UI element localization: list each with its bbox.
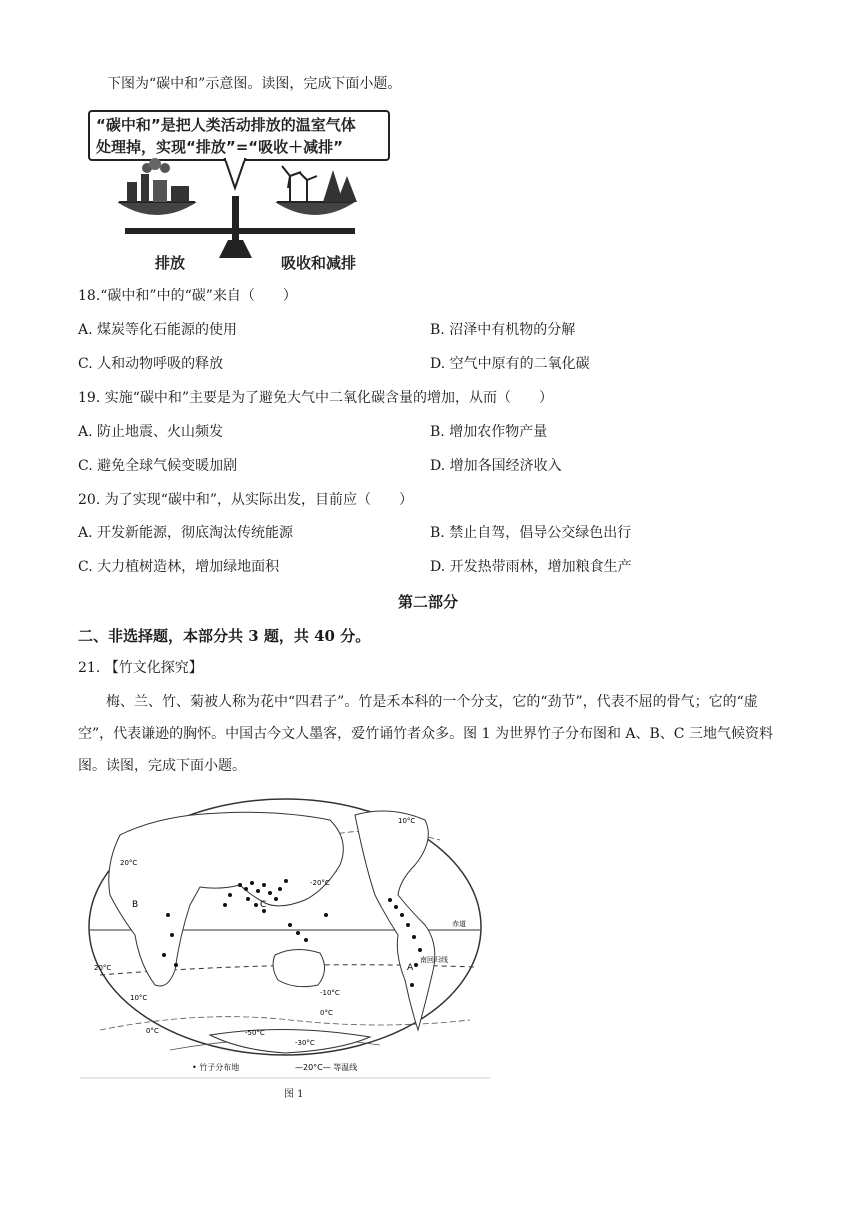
question-20-stem: 20. 为了实现“碳中和”，从实际出发，目前应（ ）	[78, 492, 414, 508]
q19-option-b: B. 增加农作物产量	[430, 424, 548, 440]
q19-option-d: D. 增加各国经济收入	[430, 458, 562, 474]
q20-option-b: B. 禁止自驾，倡导公交绿色出行	[430, 525, 632, 541]
question-21-paragraph: 梅、兰、竹、菊被人称为花中“四君子”。竹是禾本科的一个分支，它的“劲节”，代表不屈的骨气；它的“虚空”，代表谦逊的胸怀。中国古今文人墨客，爱竹诵竹者众多。图 1 为世界竹子分布图和 A、B、C 三地气候资料图。读图，完成下面小题。	[78, 694, 773, 774]
q20-option-d: D. 开发热带雨林，增加粮食生产	[430, 559, 632, 575]
map-label-0c-west: 0°C	[146, 1027, 159, 1035]
legend-isotherm: —20°C— 等温线	[295, 1063, 358, 1072]
map-label-tropic: 南回归线	[420, 956, 448, 964]
figure-1-caption: 图 1	[284, 1089, 304, 1100]
question-19-stem: 19. 实施“碳中和”主要是为了避免大气中二氧化碳含量的增加，从而（ ）	[78, 390, 554, 406]
map-label-m20c: -20°C	[310, 879, 330, 887]
map-label-c: C	[260, 900, 267, 910]
map-label-10c-south: 10°C	[130, 994, 148, 1002]
map-label-m10c: -10°C	[320, 989, 340, 997]
carbon-neutral-figure	[85, 110, 405, 275]
bubble-line2: 处理掉，实现“排放”=“吸收＋减排”	[96, 138, 344, 156]
intro-text: 下图为“碳中和”示意图。读图，完成下面小题。	[107, 76, 402, 92]
bamboo-world-map	[80, 795, 490, 1085]
q20-option-c: C. 大力植树造林，增加绿地面积	[78, 559, 280, 575]
legend-bamboo-dot: • 竹子分布地	[192, 1063, 240, 1072]
map-label-20c-north: 20°C	[120, 859, 138, 867]
map-label-10c: 10°C	[398, 817, 416, 825]
left-pan-label: 排放	[155, 254, 186, 272]
part-title: 第二部分	[398, 593, 459, 611]
q20-option-a: A. 开发新能源，彻底淘汰传统能源	[78, 525, 294, 541]
map-label-m30c: -30°C	[295, 1039, 315, 1047]
question-21-title: 21. 【竹文化探究】	[78, 660, 203, 676]
map-label-equator: 赤道	[452, 920, 466, 928]
bubble-line1: “碳中和”是把人类活动排放的温室气体	[96, 116, 356, 134]
q18-option-a: A. 煤炭等化石能源的使用	[78, 322, 238, 338]
map-label-b: B	[132, 900, 139, 910]
map-label-a: A	[407, 963, 414, 973]
q18-option-c: C. 人和动物呼吸的释放	[78, 356, 224, 372]
map-label-0c-east: 0°C	[320, 1009, 333, 1017]
q18-option-d: D. 空气中原有的二氧化碳	[430, 356, 590, 372]
q18-option-b: B. 沼泽中有机物的分解	[430, 322, 576, 338]
map-label-20c-south: 20°C	[94, 964, 112, 972]
section-title: 二、非选择题，本部分共 3 题，共 40 分。	[78, 627, 371, 645]
q19-option-c: C. 避免全球气候变暖加剧	[78, 458, 238, 474]
q19-option-a: A. 防止地震、火山频发	[78, 424, 224, 440]
right-pan-label: 吸收和减排	[281, 254, 357, 272]
map-label-m50c: -50°C	[245, 1029, 265, 1037]
question-18-stem: 18.“碳中和”中的“碳”来自（ ）	[78, 288, 297, 304]
